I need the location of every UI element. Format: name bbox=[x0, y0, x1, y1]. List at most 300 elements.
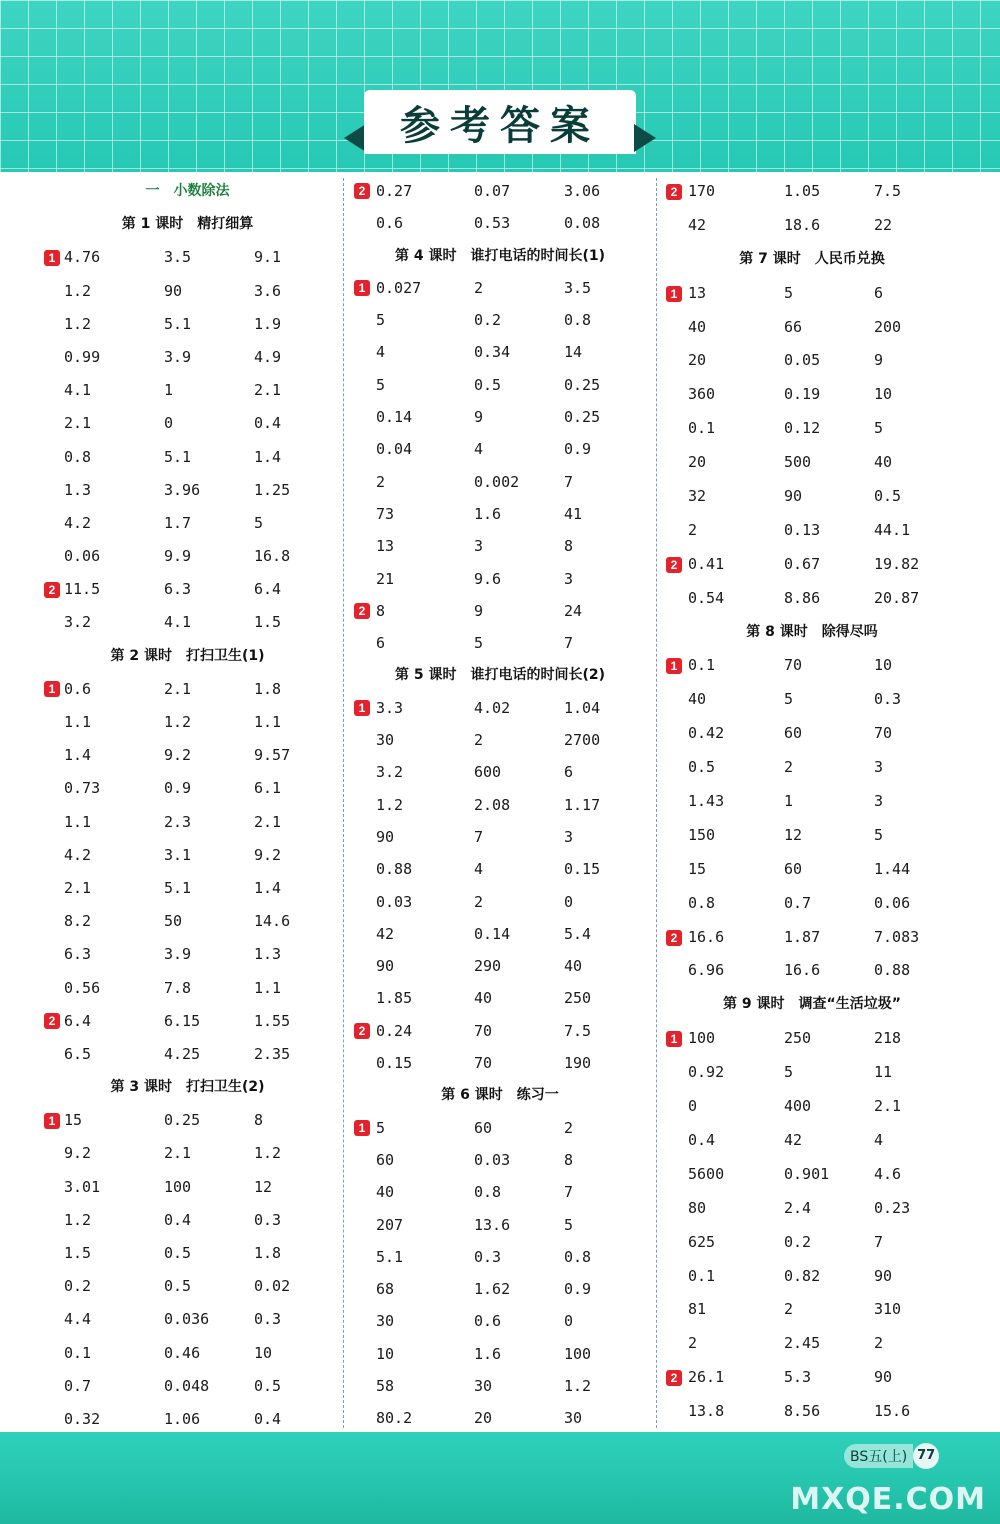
answer-row bbox=[350, 789, 650, 821]
answer-value: 0.88 bbox=[874, 961, 911, 980]
answer-value: 0.02 bbox=[254, 1277, 291, 1296]
answer-value: 0.25 bbox=[164, 1111, 201, 1130]
answer-value: 100 bbox=[688, 1029, 716, 1048]
answer-value: 4.6 bbox=[874, 1164, 902, 1183]
answer-value: 1.2 bbox=[376, 795, 404, 814]
answer-value: 2.45 bbox=[784, 1334, 821, 1353]
answer-value: 32 bbox=[688, 487, 707, 506]
answer-value: 6.15 bbox=[164, 1011, 201, 1030]
answer-row bbox=[662, 785, 962, 819]
answer-value: 16.8 bbox=[254, 547, 291, 566]
answer-value: 0.9 bbox=[164, 779, 192, 798]
answer-value: 90 bbox=[376, 957, 395, 976]
answer-row bbox=[350, 304, 650, 336]
column-divider bbox=[343, 178, 344, 1428]
answer-row bbox=[350, 1144, 650, 1176]
answer-value: 1.6 bbox=[474, 1344, 502, 1363]
answer-value: 0.5 bbox=[254, 1376, 282, 1395]
answer-value: 10 bbox=[874, 656, 893, 675]
answer-value: 2 bbox=[688, 1334, 698, 1353]
answer-value: 6 bbox=[376, 634, 386, 653]
answer-value: 24 bbox=[564, 601, 583, 620]
answer-value: 90 bbox=[164, 281, 183, 300]
question-number-badge: 1 bbox=[44, 681, 60, 697]
answer-row bbox=[350, 724, 650, 756]
answer-row bbox=[350, 595, 650, 627]
answer-row bbox=[350, 982, 650, 1014]
answer-value: 1.17 bbox=[564, 795, 601, 814]
answer-value: 100 bbox=[164, 1177, 192, 1196]
answer-value: 2 bbox=[474, 731, 484, 750]
answer-value: 0.15 bbox=[376, 1054, 413, 1073]
answer-value: 5 bbox=[474, 634, 484, 653]
answer-value: 3.9 bbox=[164, 347, 192, 366]
answer-row bbox=[350, 692, 650, 724]
answer-value: 66 bbox=[784, 317, 803, 336]
ribbon-left-decoration bbox=[344, 124, 366, 152]
answer-row bbox=[350, 498, 650, 530]
answer-value: 218 bbox=[874, 1029, 902, 1048]
ribbon-right-decoration bbox=[634, 124, 656, 152]
answer-value: 1.8 bbox=[254, 1244, 282, 1262]
answer-row bbox=[40, 1204, 335, 1237]
answer-row bbox=[40, 706, 335, 739]
answer-value: 0.5 bbox=[164, 1244, 192, 1262]
answer-value: 0.4 bbox=[254, 414, 282, 433]
answer-value: 20.87 bbox=[874, 588, 920, 607]
answer-value: 70 bbox=[784, 656, 803, 675]
answer-value: 5 bbox=[784, 1063, 794, 1082]
answer-row bbox=[350, 821, 650, 853]
answer-value: 2 bbox=[784, 758, 794, 777]
answer-value: 3.9 bbox=[164, 945, 192, 964]
answer-value: 3.3 bbox=[376, 698, 404, 717]
answer-value: 0.46 bbox=[164, 1343, 201, 1362]
answer-value: 80 bbox=[688, 1198, 707, 1217]
answer-value: 5 bbox=[254, 513, 264, 532]
answer-row bbox=[40, 441, 335, 474]
answer-value: 0.4 bbox=[254, 1409, 282, 1428]
answer-value: 6.4 bbox=[64, 1011, 92, 1030]
answer-value: 10 bbox=[254, 1343, 273, 1362]
answer-row bbox=[40, 241, 335, 274]
answer-value: 4.2 bbox=[64, 845, 92, 864]
footer-band bbox=[0, 1432, 1000, 1524]
answer-value: 0.73 bbox=[64, 779, 101, 798]
answer-value: 13 bbox=[376, 537, 395, 556]
answer-value: 0.53 bbox=[474, 214, 511, 233]
answer-value: 0.06 bbox=[64, 547, 101, 566]
answer-value: 1.4 bbox=[254, 878, 282, 897]
answer-value: 7.083 bbox=[874, 927, 920, 946]
answer-value: 0.19 bbox=[784, 385, 821, 404]
answer-value: 1.05 bbox=[784, 182, 821, 200]
answer-row bbox=[350, 175, 650, 207]
answer-value: 0.1 bbox=[64, 1343, 92, 1362]
answer-value: 4 bbox=[474, 860, 484, 879]
answer-column-1 bbox=[40, 175, 335, 1430]
answer-value: 4 bbox=[874, 1130, 884, 1149]
answer-value: 5 bbox=[376, 375, 386, 394]
answer-value: 0.048 bbox=[164, 1376, 210, 1395]
question-number-badge: 1 bbox=[354, 280, 370, 296]
question-number-badge: 2 bbox=[666, 184, 682, 200]
answer-row bbox=[40, 407, 335, 440]
answer-row bbox=[40, 839, 335, 872]
answer-value: 2.1 bbox=[254, 812, 282, 831]
answer-value: 0.6 bbox=[64, 679, 92, 698]
answer-value: 2 bbox=[474, 278, 484, 297]
answer-row bbox=[662, 1192, 962, 1226]
answer-value: 7.8 bbox=[164, 978, 192, 997]
watermark: MXQE.COM bbox=[790, 1482, 986, 1517]
answer-value: 68 bbox=[376, 1280, 395, 1299]
page-number: 77 bbox=[913, 1443, 939, 1469]
answer-value: 14.6 bbox=[254, 912, 291, 931]
answer-value: 1.87 bbox=[784, 927, 821, 946]
answer-value: 16.6 bbox=[688, 927, 725, 946]
answer-row bbox=[350, 1209, 650, 1241]
answer-value: 5.1 bbox=[164, 447, 192, 466]
answer-value: 290 bbox=[474, 957, 502, 976]
answer-row bbox=[40, 1370, 335, 1403]
answer-value: 0.2 bbox=[474, 311, 502, 330]
answer-value: 4 bbox=[474, 440, 484, 459]
answer-value: 0.14 bbox=[376, 408, 413, 427]
answer-value: 1.25 bbox=[254, 480, 291, 499]
answer-row bbox=[662, 514, 962, 548]
answer-row bbox=[40, 1303, 335, 1336]
answer-value: 6.96 bbox=[688, 961, 725, 980]
section-heading: 第 3 课时 打扫卫生(2) bbox=[110, 1079, 265, 1096]
question-number-badge: 1 bbox=[354, 700, 370, 716]
answer-value: 9.1 bbox=[254, 248, 282, 267]
answer-value: 2.35 bbox=[254, 1044, 291, 1063]
answer-value: 21 bbox=[376, 569, 395, 588]
answer-row bbox=[40, 374, 335, 407]
answer-value: 8.86 bbox=[784, 588, 821, 607]
answer-row bbox=[662, 1293, 962, 1327]
answer-value: 1.5 bbox=[254, 613, 282, 632]
answer-value: 42 bbox=[784, 1130, 803, 1149]
answer-row bbox=[40, 673, 335, 706]
answer-value: 150 bbox=[688, 825, 716, 844]
answer-value: 7.5 bbox=[874, 182, 902, 200]
answer-value: 0.9 bbox=[564, 440, 592, 459]
answer-value: 5.4 bbox=[564, 924, 592, 943]
answer-value: 0.8 bbox=[564, 1247, 592, 1266]
answer-row bbox=[350, 1176, 650, 1208]
answer-value: 0.1 bbox=[688, 656, 716, 675]
answer-value: 0.54 bbox=[688, 588, 725, 607]
question-number-badge: 2 bbox=[666, 930, 682, 946]
answer-value: 0.7 bbox=[784, 893, 812, 912]
answer-value: 7 bbox=[564, 1183, 574, 1202]
question-number-badge: 1 bbox=[666, 1031, 682, 1047]
answer-value: 4.1 bbox=[64, 381, 92, 400]
answer-value: 50 bbox=[164, 912, 183, 931]
answer-row bbox=[40, 739, 335, 772]
answer-value: 3.06 bbox=[564, 182, 601, 200]
answer-value: 1.06 bbox=[164, 1409, 201, 1428]
answer-column-2 bbox=[350, 175, 650, 1430]
answer-row bbox=[350, 207, 650, 239]
answer-value: 40 bbox=[874, 453, 893, 472]
answer-value: 90 bbox=[784, 487, 803, 506]
answer-row bbox=[662, 1022, 962, 1056]
answer-value: 8.2 bbox=[64, 912, 92, 931]
answer-value: 14 bbox=[564, 343, 583, 362]
answer-row bbox=[40, 606, 335, 639]
answer-value: 13 bbox=[688, 283, 707, 302]
answer-row bbox=[350, 886, 650, 918]
answer-value: 5 bbox=[376, 311, 386, 330]
answer-row bbox=[662, 1395, 962, 1429]
book-label: BS五(上) bbox=[844, 1444, 913, 1468]
question-number-badge: 2 bbox=[44, 582, 60, 598]
page-title: 参考答案 bbox=[400, 102, 600, 149]
answer-row bbox=[662, 819, 962, 853]
question-number-badge: 2 bbox=[354, 1023, 370, 1039]
answer-value: 5600 bbox=[688, 1164, 725, 1183]
answer-value: 0.3 bbox=[254, 1310, 282, 1329]
answer-value: 40 bbox=[564, 957, 583, 976]
answer-value: 0.901 bbox=[784, 1164, 830, 1183]
answer-value: 15.6 bbox=[874, 1402, 911, 1421]
answer-value: 2.4 bbox=[784, 1198, 812, 1217]
answer-row bbox=[40, 507, 335, 540]
answer-value: 0.27 bbox=[376, 182, 413, 200]
answer-value: 9 bbox=[474, 408, 484, 427]
answer-value: 3 bbox=[874, 792, 884, 811]
answer-row bbox=[40, 573, 335, 606]
answer-row bbox=[662, 1361, 962, 1395]
answer-row bbox=[662, 1327, 962, 1361]
answer-value: 10 bbox=[376, 1344, 395, 1363]
answer-row bbox=[40, 1171, 335, 1204]
answer-value: 1.1 bbox=[64, 812, 92, 831]
answer-row bbox=[662, 1124, 962, 1158]
answer-value: 30 bbox=[564, 1409, 583, 1428]
answer-value: 1.04 bbox=[564, 698, 601, 717]
answer-value: 0.12 bbox=[784, 419, 821, 438]
answer-value: 13.6 bbox=[474, 1215, 511, 1234]
answer-value: 1.2 bbox=[64, 281, 92, 300]
answer-value: 250 bbox=[564, 989, 592, 1008]
answer-value: 30 bbox=[376, 1312, 395, 1331]
answer-row bbox=[40, 1005, 335, 1038]
answer-value: 16.6 bbox=[784, 961, 821, 980]
section-heading: 第 1 课时 精打细算 bbox=[121, 216, 254, 233]
answer-row bbox=[662, 1226, 962, 1260]
answer-value: 1.2 bbox=[564, 1376, 592, 1395]
answer-value: 4 bbox=[376, 343, 386, 362]
answer-value: 4.76 bbox=[64, 248, 101, 267]
answer-value: 9 bbox=[474, 601, 484, 620]
answer-value: 0.03 bbox=[376, 892, 413, 911]
answer-value: 0.34 bbox=[474, 343, 511, 362]
answer-row bbox=[350, 401, 650, 433]
question-number-badge: 1 bbox=[354, 1120, 370, 1136]
answer-value: 0.2 bbox=[784, 1232, 812, 1251]
answer-value: 0.92 bbox=[688, 1063, 725, 1082]
answer-value: 0.3 bbox=[874, 690, 902, 709]
answer-row bbox=[662, 1056, 962, 1090]
answer-value: 207 bbox=[376, 1215, 404, 1234]
answer-value: 1.62 bbox=[474, 1280, 511, 1299]
answer-value: 2 bbox=[564, 1118, 574, 1137]
answer-row bbox=[350, 918, 650, 950]
answer-value: 40 bbox=[688, 317, 707, 336]
question-number-badge: 1 bbox=[666, 286, 682, 302]
answer-value: 5.1 bbox=[164, 878, 192, 897]
answer-value: 18.6 bbox=[784, 215, 821, 234]
question-number-badge: 2 bbox=[666, 1370, 682, 1386]
answer-value: 15 bbox=[688, 859, 707, 878]
header-band bbox=[0, 0, 1000, 172]
answer-value: 0.25 bbox=[564, 375, 601, 394]
answer-row bbox=[40, 872, 335, 905]
title-box bbox=[364, 90, 636, 154]
answer-value: 200 bbox=[874, 317, 902, 336]
answer-value: 9.2 bbox=[254, 845, 282, 864]
answer-value: 190 bbox=[564, 1054, 592, 1073]
answer-value: 2.1 bbox=[64, 878, 92, 897]
answer-value: 73 bbox=[376, 504, 395, 523]
answer-value: 40 bbox=[688, 690, 707, 709]
answer-value: 0.67 bbox=[784, 554, 821, 573]
answer-row bbox=[662, 446, 962, 480]
answer-value: 81 bbox=[688, 1300, 707, 1319]
answer-value: 0.04 bbox=[376, 440, 413, 459]
answer-value: 8 bbox=[376, 601, 386, 620]
answer-value: 0.56 bbox=[64, 978, 101, 997]
answer-value: 12 bbox=[784, 825, 803, 844]
answer-row bbox=[662, 751, 962, 785]
answer-value: 3.6 bbox=[254, 281, 282, 300]
answer-row bbox=[350, 1402, 650, 1434]
page-indicator bbox=[844, 1442, 954, 1470]
answer-value: 2.1 bbox=[164, 1144, 192, 1163]
answer-value: 60 bbox=[784, 859, 803, 878]
answer-value: 7 bbox=[474, 827, 484, 846]
answer-value: 0.6 bbox=[474, 1312, 502, 1331]
answer-value: 1.7 bbox=[164, 513, 192, 532]
answer-value: 3.2 bbox=[64, 613, 92, 632]
answer-row bbox=[40, 806, 335, 839]
answer-value: 41 bbox=[564, 504, 583, 523]
answer-value: 10 bbox=[874, 385, 893, 404]
answer-value: 7 bbox=[874, 1232, 884, 1251]
answer-value: 9 bbox=[874, 351, 884, 370]
answer-row bbox=[662, 921, 962, 955]
answer-value: 0.25 bbox=[564, 408, 601, 427]
answer-value: 90 bbox=[874, 1368, 893, 1387]
answer-value: 9.9 bbox=[164, 547, 192, 566]
answer-value: 70 bbox=[474, 1054, 493, 1073]
section-heading: 第 2 课时 打扫卫生(1) bbox=[110, 647, 265, 664]
answer-row bbox=[350, 272, 650, 304]
answer-value: 0.3 bbox=[474, 1247, 502, 1266]
answer-value: 0.82 bbox=[784, 1266, 821, 1285]
answer-row bbox=[40, 308, 335, 341]
answer-row bbox=[350, 530, 650, 562]
answer-value: 0.32 bbox=[64, 1409, 101, 1428]
answer-value: 58 bbox=[376, 1376, 395, 1395]
answer-row bbox=[40, 275, 335, 308]
answer-value: 3.01 bbox=[64, 1177, 101, 1196]
answer-value: 7 bbox=[564, 472, 574, 491]
answer-value: 6.5 bbox=[64, 1044, 92, 1063]
answer-row bbox=[40, 1137, 335, 1170]
title-banner bbox=[340, 90, 660, 154]
answer-value: 3.5 bbox=[164, 248, 192, 267]
answer-value: 0.41 bbox=[688, 554, 725, 573]
answer-value: 2.1 bbox=[164, 679, 192, 698]
answer-value: 11.5 bbox=[64, 580, 101, 599]
answer-row bbox=[40, 1237, 335, 1270]
answer-value: 0.23 bbox=[874, 1198, 911, 1217]
answer-value: 0.99 bbox=[64, 347, 101, 366]
section-heading: 第 6 课时 练习一 bbox=[441, 1087, 559, 1104]
answer-value: 4.25 bbox=[164, 1044, 201, 1063]
answer-row bbox=[350, 1112, 650, 1144]
answer-value: 90 bbox=[874, 1266, 893, 1285]
answer-value: 60 bbox=[474, 1118, 493, 1137]
answer-value: 2 bbox=[874, 1334, 884, 1353]
answer-row bbox=[40, 938, 335, 971]
answer-value: 3 bbox=[564, 827, 574, 846]
answer-value: 0.1 bbox=[688, 1266, 716, 1285]
answer-value: 3.5 bbox=[564, 278, 592, 297]
answer-value: 0.036 bbox=[164, 1310, 210, 1329]
answer-value: 1.2 bbox=[164, 713, 192, 731]
section-heading: 第 4 课时 谁打电话的时间长(1) bbox=[394, 247, 606, 264]
answer-value: 0.03 bbox=[474, 1150, 511, 1169]
answer-value: 0.1 bbox=[688, 419, 716, 438]
answer-row bbox=[662, 344, 962, 378]
answer-value: 13.8 bbox=[688, 1402, 725, 1421]
answer-row bbox=[350, 627, 650, 659]
answer-value: 1.2 bbox=[64, 314, 92, 333]
section-heading: 第 7 课时 人民币兑换 bbox=[739, 250, 885, 267]
answer-value: 1.2 bbox=[64, 1210, 92, 1229]
answer-value: 15 bbox=[64, 1111, 83, 1130]
answer-row bbox=[662, 175, 962, 209]
question-number-badge: 1 bbox=[666, 658, 682, 674]
answer-value: 20 bbox=[688, 453, 707, 472]
answer-value: 70 bbox=[874, 724, 893, 743]
answer-value: 5 bbox=[564, 1215, 574, 1234]
section-heading: 第 9 课时 调查“生活垃圾” bbox=[723, 996, 901, 1013]
answer-value: 5 bbox=[874, 419, 884, 438]
answer-value: 42 bbox=[376, 924, 395, 943]
answer-value: 7.5 bbox=[564, 1021, 592, 1040]
answer-value: 0.15 bbox=[564, 860, 601, 879]
answer-row bbox=[662, 582, 962, 616]
answer-row bbox=[662, 683, 962, 717]
answer-row bbox=[40, 341, 335, 374]
answer-row bbox=[350, 1338, 650, 1370]
answer-value: 30 bbox=[376, 731, 395, 750]
answer-value: 0.08 bbox=[564, 214, 601, 233]
answer-value: 1.4 bbox=[254, 447, 282, 466]
answer-value: 1.6 bbox=[474, 504, 502, 523]
answer-row bbox=[662, 717, 962, 751]
answer-value: 4.02 bbox=[474, 698, 511, 717]
answer-row bbox=[662, 277, 962, 311]
answer-row bbox=[662, 378, 962, 412]
